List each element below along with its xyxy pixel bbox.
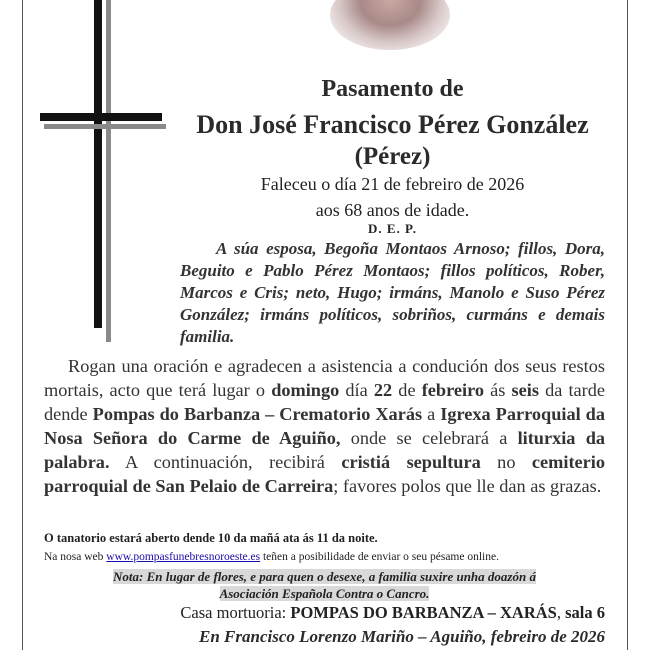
deceased-name: Don José Francisco Pérez González [196, 110, 589, 139]
deceased-nickname: (Pérez) [354, 143, 431, 170]
web-info: Na nosa web www.pompasfunebresnoroeste.es teñen a posibilidade de enviar o seu pésame online. [44, 551, 499, 563]
obituary-title: Pasamento de [321, 76, 464, 102]
donation-note: Nota: En lugar de flores, e para quen o desexe, a familia suxire unha doazón á Asociación Española Contra o Cancro. [113, 569, 536, 601]
age-text: aos 68 anos de idade. [315, 200, 470, 220]
signature-line: En Francisco Lorenzo Mariño – Aguiño, febreiro de 2026 [199, 627, 605, 646]
deceased-photo [330, 0, 450, 50]
funeral-home: Casa mortuoria: POMPAS DO BARBANZA – XARÁS, sala 6 [180, 603, 605, 622]
frame-left-border [22, 0, 23, 650]
tanatorio-hours: O tanatorio estará aberto dende 10 da mañá ata ás 11 da noite. [44, 531, 378, 545]
death-date: Faleceu o día 21 de febreiro de 2026 [260, 174, 525, 194]
ceremony-text: Rogan una oración e agradecen a asistencia a condución dos seus restos mortais, acto que terá lugar o domingo día 22 de febreiro ás seis da tarde dende Pompas do Barbanza – Crematorio Xarás a Igrexa Parroquial da Nosa Señora do Carme de Aguiño, onde se celebrará a liturxia da palabra. A continuación, recibirá cristiá sepultura no cemiterio parroquial de San Pelaio de Carreira; favores polos que lle dan as grazas. [44, 356, 606, 496]
website-link[interactable]: www.pompasfunebresnoroeste.es [106, 551, 261, 563]
dep-text: D. E. P. [367, 221, 418, 236]
family-list: A súa esposa, Begoña Montaos Arnoso; fillos, Dora, Beguito e Pablo Pérez Montaos; fillos políticos, Rober, Marcos e Cris; neto, Hugo; irmáns, Manolo e Suso Pérez González; irmáns políticos, sobriños, curmáns e demais familia. [180, 239, 605, 346]
frame-right-border [627, 0, 628, 650]
